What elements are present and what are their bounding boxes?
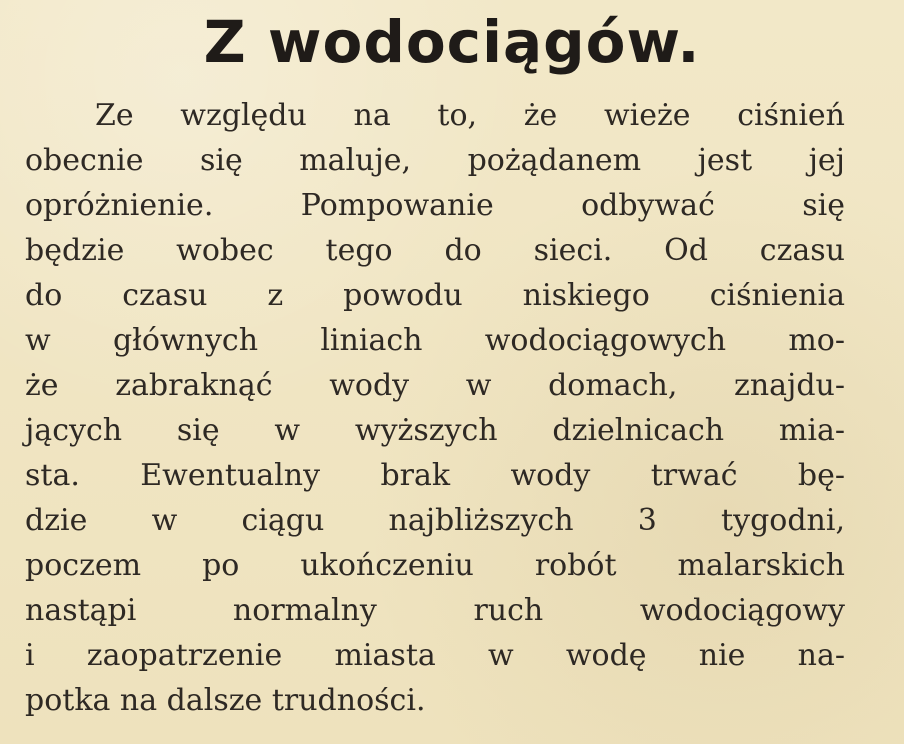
article-title: Z wodociągów. (203, 8, 701, 76)
article-line-7: że zabraknąć wody w domach, znajdu- (25, 368, 845, 403)
article-line-5: do czasu z powodu niskiego ciśnienia (25, 278, 845, 313)
article-line-8: jących się w wyższych dzielnicach mia- (25, 413, 845, 448)
article-line-13: i zaopatrzenie miasta w wodę nie na- (25, 638, 845, 673)
article-line-1: Ze względu na to, że wieże ciśnień (95, 98, 845, 133)
article-line-2: obecnie się maluje, pożądanem jest jej (25, 143, 845, 178)
article-line-12: nastąpi normalny ruch wodociągowy (25, 593, 845, 628)
article-line-3: opróżnienie. Pompowanie odbywać się (25, 188, 845, 223)
article-line-9: sta. Ewentualny brak wody trwać bę- (25, 458, 845, 493)
article-line-11: poczem po ukończeniu robót malarskich (25, 548, 845, 583)
article-line-14: potka na dalsze trudności. (25, 683, 426, 718)
article-line-10: dzie w ciągu najbliższych 3 tygodni, (25, 503, 845, 538)
article-line-6: w głównych liniach wodociągowych mo- (25, 323, 845, 358)
article-line-4: będzie wobec tego do sieci. Od czasu (25, 233, 845, 268)
